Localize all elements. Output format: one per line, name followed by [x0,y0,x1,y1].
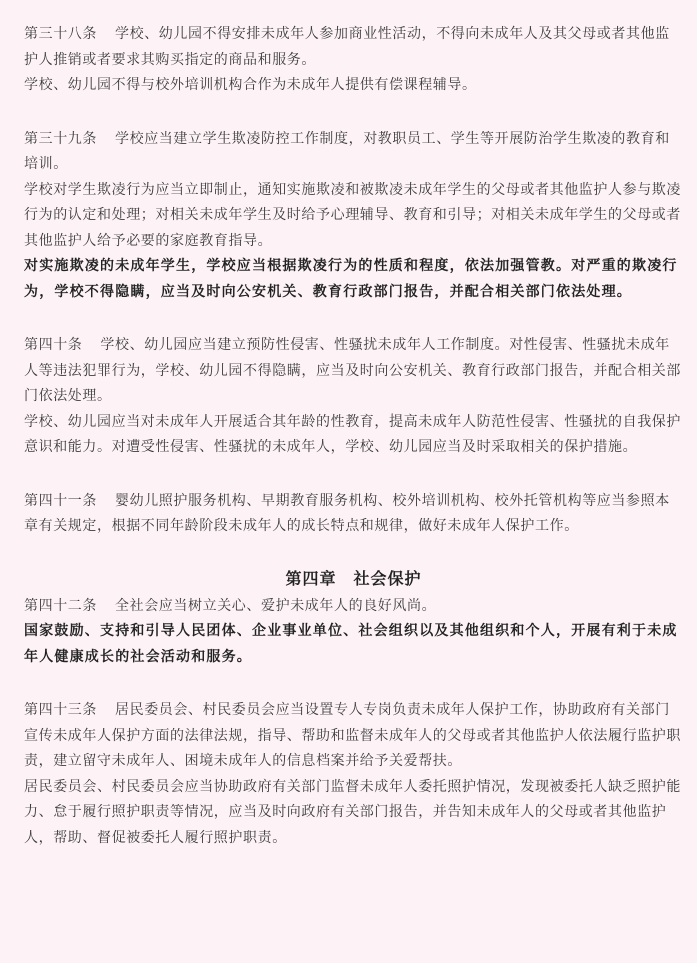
article-39-paragraph-1 [24,127,683,178]
article-38-number: 第三十八条 [24,26,97,42]
article-40-number: 第四十条 [24,337,83,353]
article-39-paragraph-2: 学校对学生欺凌行为应当立即制止，通知实施欺凌和被欺凌未成年学生的父母或者其他监护人参与欺凌行为的认定和处理；对相关未成年学生及时给予心理辅导、教育和引导；对相关未成年学生的父母或者其他监护人给予必要的家庭教育指导。 [24,181,681,249]
article-42-text-1: 全社会应当树立关心、爱护未成年人的良好风尚。 [115,597,437,614]
article-38-paragraph-1 [24,22,683,73]
article-41-text-1: 婴幼儿照护服务机构、早期教育服务机构、校外培训机构、校外托管机构等应当参照本章有关规定，根据不同年龄阶段未成年人的成长特点和规律，做好未成年人保护工作。 [24,492,670,534]
article-43-paragraph-1 [24,698,683,775]
article-40-paragraph-1 [24,333,683,410]
article-38-text-1: 学校、幼儿园不得安排未成年人参加商业性活动，不得向未成年人及其父母或者其他监护人推销或者要求其购买指定的商品和服务。 [24,26,670,68]
article-42-paragraph-2-bold: 国家鼓励、支持和引导人民团体、企业事业单位、社会组织以及其他组织和个人，开展有利于未成年人健康成长的社会活动和服务。 [24,623,678,665]
article-41-number: 第四十一条 [24,492,97,509]
article-43-paragraph-2: 居民委员会、村民委员会应当协助政府有关部门监督未成年人委托照护情况，发现被委托人缺乏照护能力、怠于履行照护职责等情况，应当及时向政府有关部门报告，并告知未成年人的父母或者其他监护人，帮助、督促被委托人履行照护职责。 [24,778,681,846]
article-39-text-1: 学校应当建立学生欺凌防控工作制度，对教职员工、学生等开展防治学生欺凌的教育和培训。 [24,130,670,172]
article-42-paragraph-1 [24,594,683,620]
article-43-text-1: 居民委员会、村民委员会应当设置专人专岗负责未成年人保护工作，协助政府有关部门宣传未成年人保护方面的法律法规，指导、帮助和监督未成年人的父母或者其他监护人依法履行监护职责，建立留守未成年人、困境未成年人的信息档案并给予关爱帮扶。 [24,702,681,769]
article-39-number: 第三十九条 [24,130,97,147]
article-38-paragraph-2: 学校、幼儿园不得与校外培训机构合作为未成年人提供有偿课程辅导。 [24,77,477,93]
article-40-paragraph-2: 学校、幼儿园应当对未成年人开展适合其年龄的性教育，提高未成年人防范性侵害、性骚扰的自我保护意识和能力。对遭受性侵害、性骚扰的未成年人，学校、幼儿园应当及时采取相关的保护措施。 [24,413,681,455]
article-41-paragraph-1 [24,489,683,540]
article-39-paragraph-3-bold: 对实施欺凌的未成年学生，学校应当根据欺凌行为的性质和程度，依法加强管教。对严重的欺凌行为，学校不得隐瞒，应当及时向公安机关、教育行政部门报告，并配合相关部门依法处理。 [24,258,678,300]
article-43-number: 第四十三条 [24,702,97,718]
article-40-text-1: 学校、幼儿园应当建立预防性侵害、性骚扰未成年人工作制度。对性侵害、性骚扰未成年人等违法犯罪行为，学校、幼儿园不得隐瞒，应当及时向公安机关、教育行政部门报告，并配合相关部门依法处理。 [24,337,681,404]
article-42-number: 第四十二条 [24,597,97,614]
chapter-heading: 第四章 社会保护 [285,568,422,588]
